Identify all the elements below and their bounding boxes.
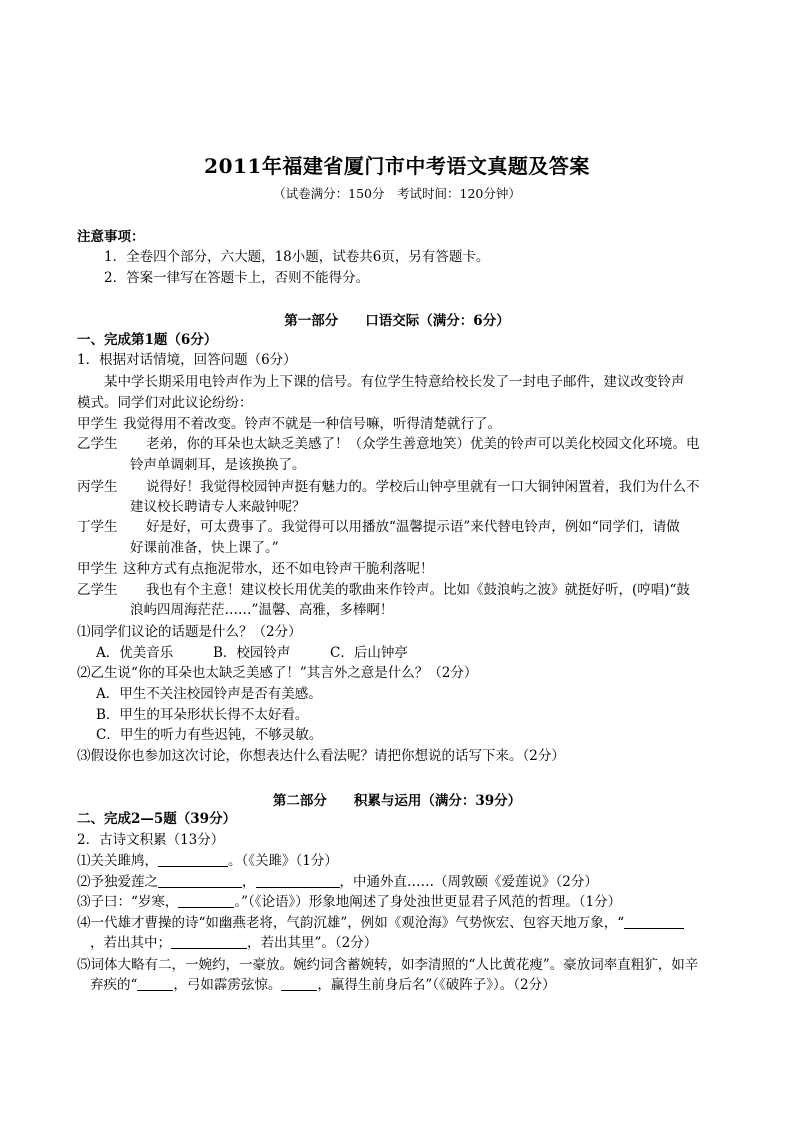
- answer-blank: [178, 893, 234, 908]
- speech-text: 浪屿四周海茫茫……”温馨、高雅，多棒啊！: [130, 602, 394, 618]
- dialogue-line: [77, 559, 434, 579]
- option-c: C．甲生的听力有些迟钝，不够灵敏。: [96, 727, 323, 743]
- prompt-text: ，中通外直……（周敦颐《爱莲说》（2分）: [339, 874, 598, 890]
- section-heading: 二、完成2—5题（39分）: [77, 811, 237, 827]
- answer-blank: [158, 852, 228, 867]
- sub-question-1: ⑴同学们议论的话题是什么？（2分）: [77, 624, 302, 640]
- fill-blank-4-cont: [90, 933, 377, 953]
- section-heading: 一、完成第1题（6分）: [77, 332, 218, 348]
- answer-blank: [281, 976, 317, 991]
- prompt-text: ⑷一代雄才曹操的诗“如幽燕老将，气韵沉雄”，例如《观沧海》气势恢宏、包容天地万象，“: [77, 915, 625, 931]
- sub-question-3: ⑶假设你也参加这次讨论，你想表达什么看法呢？请把你想说的话写下来。（2分）: [77, 748, 565, 764]
- part2-heading: 第二部分 积累与运用（满分：39分）: [272, 793, 522, 809]
- answer-blank: [624, 914, 684, 929]
- prompt-text: ⑵予独爱莲之: [77, 874, 158, 890]
- speech-text: 好课前准备，快上课了。”: [130, 540, 279, 556]
- notice-item: 1．全卷四个部分，六大题，18小题，试卷共6页，另有答题卡。: [104, 249, 490, 265]
- dialogue-line: [77, 517, 680, 537]
- answer-blank: [158, 873, 242, 888]
- option-b: B．校园铃声: [213, 645, 291, 661]
- speaker-name: 甲学生: [77, 561, 118, 577]
- question-2: 2．古诗文积累（13分）: [77, 832, 225, 848]
- prompt-text: ，: [242, 874, 256, 890]
- answer-blank: [256, 873, 340, 888]
- speech-text: 老弟，你的耳朵也太缺乏美感了！（众学生善意地笑）优美的铃声可以美化校园文化环境。电: [146, 436, 700, 452]
- fill-blank-2: [77, 872, 598, 892]
- prompt-text: ⑴关关雎鸠，: [77, 853, 158, 869]
- speech-text: 铃声单调刺耳，是该换换了。: [130, 457, 306, 473]
- prompt-text: ，若出其中；: [90, 935, 171, 951]
- part1-heading: 第一部分 口语交际（满分：6分）: [284, 313, 510, 329]
- option-b: B．甲生的耳朵形状长得不太好看。: [96, 707, 309, 723]
- sub-question-2: ⑵乙生说“你的耳朵也太缺乏美感了！”其言外之意是什么？（2分）: [77, 665, 478, 681]
- prompt-text: ，赢得生前身后名”（《破阵子》）。（2分）: [317, 977, 556, 993]
- answer-blank: [171, 934, 247, 949]
- exam-info: （试卷满分：150分 考试时间：120分钟）: [273, 186, 521, 201]
- fill-blank-4: [77, 913, 684, 933]
- prompt-text: ，若出其里”。（2分）: [247, 935, 378, 951]
- fill-blank-5: ⑸词体大略有二，一婉约，一豪放。婉约词含蓄婉转，如李清照的“人比黄花瘦”。豪放词率直粗犷，如辛: [77, 957, 699, 973]
- fill-blank-3: [77, 892, 621, 912]
- question-1: 1．根据对话情境，回答问题（6分）: [77, 352, 297, 368]
- page-title: 2011年福建省厦门市中考语文真题及答案: [204, 154, 590, 178]
- dialogue-line: [77, 580, 690, 600]
- answer-blank: [137, 976, 173, 991]
- prompt-text: ⑶子曰：“岁寒，: [77, 894, 179, 910]
- dialogue-line: [77, 434, 700, 454]
- speaker-name: 丁学生: [77, 519, 118, 535]
- option-a: A．甲生不关注校园铃声是否有美感。: [96, 686, 322, 702]
- question-intro: 模式。同学们对此议论纷纷：: [77, 395, 253, 411]
- option-c: C．后山钟亭: [330, 645, 408, 661]
- speech-text: 说得好！我觉得校园钟声挺有魅力的。学校后山钟亭里就有一口大铜钟闲置着，我们为什么不: [146, 479, 700, 495]
- notice-item: 2．答案一律写在答题卡上，否则不能得分。: [104, 270, 370, 286]
- speech-text: 建议校长聘请专人来敲钟呢？: [130, 499, 306, 515]
- prompt-text: 。（《关雎》（1分）: [228, 853, 338, 869]
- speech-text: 好是好，可太费事了。我觉得可以用播放“温馨提示语”来代替电铃声，例如“同学们，请做: [146, 519, 680, 535]
- prompt-text: ，弓如霹雳弦惊。: [173, 977, 282, 993]
- speaker-name: 丙学生: [77, 479, 118, 495]
- dialogue-line: [77, 414, 501, 434]
- question-intro: 某中学长期采用电铃声作为上下课的信号。有位学生特意给校长发了一封电子邮件，建议改变铃声: [104, 374, 685, 390]
- prompt-text: 。”（《论语》）形象地阐述了身处浊世更显君子风范的哲理。（1分）: [234, 894, 622, 910]
- notice-heading: 注意事项：: [77, 229, 145, 245]
- speaker-name: 乙学生: [77, 436, 118, 452]
- option-list: [96, 643, 408, 663]
- fill-blank-1: [77, 851, 338, 871]
- option-a: A．优美音乐: [96, 645, 174, 661]
- dialogue-line: [77, 477, 700, 497]
- fill-blank-5-cont: [90, 975, 556, 995]
- speech-text: 我觉得用不着改变。铃声不就是一种信号嘛，听得清楚就行了。: [123, 416, 501, 432]
- speaker-name: 甲学生: [77, 416, 118, 432]
- prompt-text: 弃疾的“: [90, 977, 138, 993]
- speech-text: 这种方式有点拖泥带水，还不如电铃声干脆利落呢！: [123, 561, 434, 577]
- speech-text: 我也有个主意！建议校长用优美的歌曲来作铃声。比如《鼓浪屿之波》就挺好听，(哼唱)“鼓: [146, 582, 690, 598]
- speaker-name: 乙学生: [77, 582, 118, 598]
